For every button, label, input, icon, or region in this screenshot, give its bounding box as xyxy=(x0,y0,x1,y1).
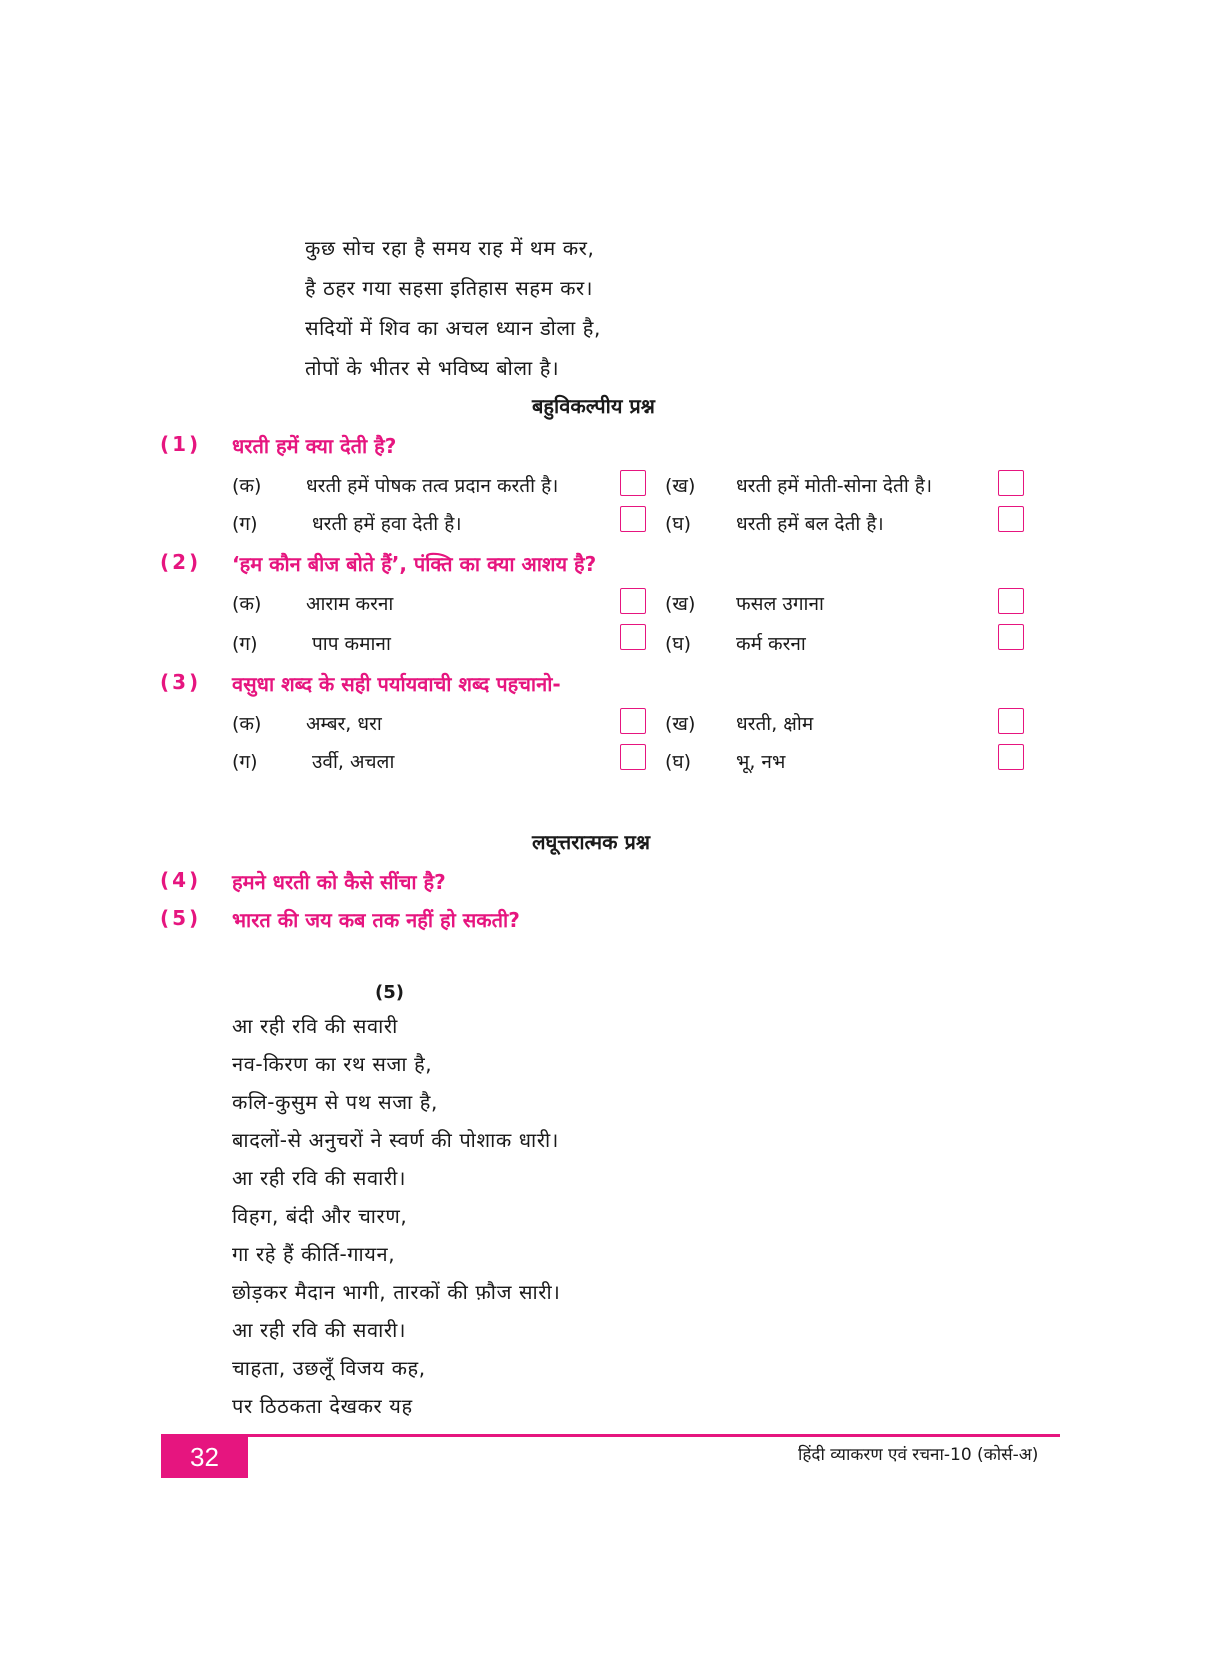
option-label: (क) xyxy=(232,475,262,497)
poem-top-line-2: है ठहर गया सहसा इतिहास सहम कर। xyxy=(305,276,594,300)
answer-checkbox[interactable] xyxy=(620,588,646,614)
option-label: (क) xyxy=(232,713,262,735)
option-label: (ख) xyxy=(665,713,696,735)
option-text: भू, नभ xyxy=(736,751,786,773)
answer-checkbox[interactable] xyxy=(998,588,1024,614)
answer-checkbox[interactable] xyxy=(620,744,646,770)
poem-top-line-3: सदियों में शिव का अचल ध्यान डोला है, xyxy=(305,316,601,340)
poem-line: छोड़कर मैदान भागी, तारकों की फ़ौज सारी। xyxy=(232,1280,561,1304)
option-label: (ग) xyxy=(232,751,258,773)
option-label: (ख) xyxy=(665,593,696,615)
page-number: 32 xyxy=(161,1436,248,1478)
question-number: (4) xyxy=(160,868,202,892)
question-number: (3) xyxy=(160,670,202,694)
option-label: (घ) xyxy=(665,513,692,535)
option-text: धरती हमें बल देती है। xyxy=(736,513,884,535)
book-title: हिंदी व्याकरण एवं रचना-10 (कोर्स-अ) xyxy=(798,1445,1039,1465)
mcq-heading: बहुविकल्पीय प्रश्न xyxy=(532,394,655,418)
poem-line: कलि-कुसुम से पथ सजा है, xyxy=(232,1090,438,1114)
footer-divider xyxy=(161,1434,1060,1437)
poem-line: बादलों-से अनुचरों ने स्वर्ण की पोशाक धारी। xyxy=(232,1128,559,1152)
question-text: धरती हमें क्या देती है? xyxy=(232,434,397,458)
option-text: अम्बर, धरा xyxy=(306,713,382,735)
option-label: (ग) xyxy=(232,633,258,655)
option-label: (ग) xyxy=(232,513,258,535)
poem-line: आ रही रवि की सवारी xyxy=(232,1014,398,1038)
answer-checkbox[interactable] xyxy=(620,708,646,734)
poem-top-line-4: तोपों के भीतर से भविष्य बोला है। xyxy=(305,356,560,380)
short-answer-heading: लघूत्तरात्मक प्रश्न xyxy=(532,830,650,854)
question-text: वसुधा शब्द के सही पर्यायवाची शब्द पहचानो- xyxy=(232,672,561,696)
option-text: फसल उगाना xyxy=(736,593,824,615)
poem-line: नव-किरण का रथ सजा है, xyxy=(232,1052,433,1076)
question-number: (1) xyxy=(160,432,202,456)
option-text: धरती हमें मोती-सोना देती है। xyxy=(736,475,933,497)
answer-checkbox[interactable] xyxy=(998,744,1024,770)
option-text: धरती हमें पोषक तत्व प्रदान करती है। xyxy=(306,475,559,497)
answer-checkbox[interactable] xyxy=(620,506,646,532)
poem-number: (5) xyxy=(375,982,404,1003)
option-label: (घ) xyxy=(665,751,692,773)
question-number: (2) xyxy=(160,550,202,574)
question-number: (5) xyxy=(160,906,202,930)
option-label: (घ) xyxy=(665,633,692,655)
poem-line: गा रहे हैं कीर्ति-गायन, xyxy=(232,1242,396,1266)
option-label: (ख) xyxy=(665,475,696,497)
answer-checkbox[interactable] xyxy=(620,470,646,496)
question-text: हमने धरती को कैसे सींचा है? xyxy=(232,870,446,894)
option-text: कर्म करना xyxy=(736,633,806,655)
poem-top-line-1: कुछ सोच रहा है समय राह में थम कर, xyxy=(305,236,595,260)
poem-line: चाहता, उछलूँ विजय कह, xyxy=(232,1356,426,1380)
option-text: आराम करना xyxy=(306,593,394,615)
option-text: उर्वी, अचला xyxy=(312,751,395,773)
option-text: धरती, क्षोम xyxy=(736,713,814,735)
question-text: भारत की जय कब तक नहीं हो सकती? xyxy=(232,908,520,932)
answer-checkbox[interactable] xyxy=(998,624,1024,650)
option-text: पाप कमाना xyxy=(312,633,391,655)
option-label: (क) xyxy=(232,593,262,615)
question-text: ‘हम कौन बीज बोते हैं’, पंक्ति का क्या आशय है? xyxy=(232,552,597,576)
poem-line: आ रही रवि की सवारी। xyxy=(232,1318,407,1342)
poem-line: विहग, बंदी और चारण, xyxy=(232,1204,408,1228)
poem-line: पर ठिठकता देखकर यह xyxy=(232,1394,413,1418)
answer-checkbox[interactable] xyxy=(998,470,1024,496)
answer-checkbox[interactable] xyxy=(620,624,646,650)
answer-checkbox[interactable] xyxy=(998,708,1024,734)
poem-line: आ रही रवि की सवारी। xyxy=(232,1166,407,1190)
option-text: धरती हमें हवा देती है। xyxy=(312,513,462,535)
answer-checkbox[interactable] xyxy=(998,506,1024,532)
